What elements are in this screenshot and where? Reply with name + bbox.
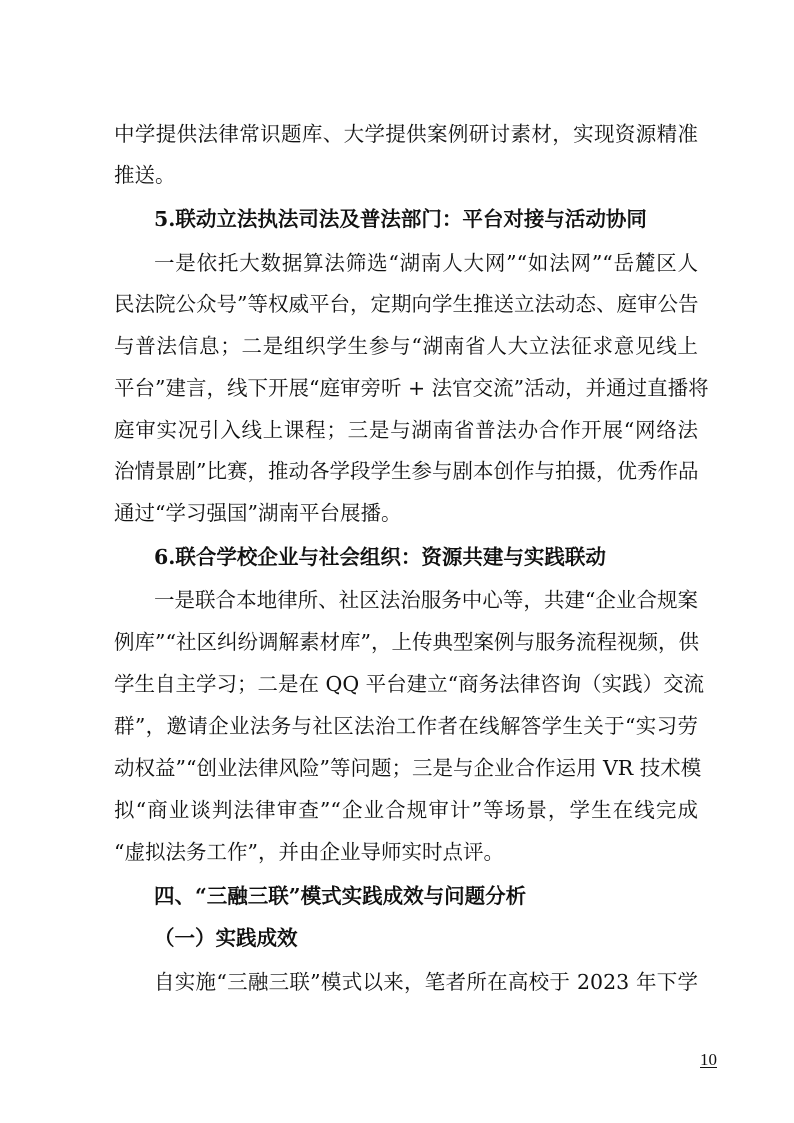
body-text-line: 中学提供法律常识题库、大学提供案例研讨素材，实现资源精准	[114, 122, 698, 146]
body-text-line: 学生自主学习；二是在 QQ 平台建立“商务法律咨询（实践）交流	[114, 672, 705, 696]
body-text-line: “虚拟法务工作”，并由企业导师实时点评。	[114, 840, 504, 864]
body-text-line: 例库”“社区纠纷调解素材库”，上传典型案例与服务流程视频，供	[114, 630, 699, 654]
page-number: 10	[700, 1050, 717, 1069]
body-text-line: 群”，邀请企业法务与社区法治工作者在线解答学生关于“实习劳	[114, 714, 698, 738]
body-text-line: 通过“学习强国”湖南平台展播。	[114, 501, 402, 525]
body-text-line: 一是依托大数据算法筛选“湖南人大网”“如法网”“岳麓区人	[154, 251, 698, 275]
body-text-line: 与普法信息；二是组织学生参与“湖南省人大立法征求意见线上	[114, 334, 698, 358]
body-text-line: 拟“商业谈判法律审查”“企业合规审计”等场景，学生在线完成	[114, 798, 698, 822]
body-text-line: 平台”建言，线下开展“庭审旁听 + 法官交流”活动，并通过直播将	[114, 376, 709, 400]
body-text-line: 一是联合本地律所、社区法治服务中心等，共建“企业合规案	[154, 588, 698, 612]
section-heading: 6.联合学校企业与社会组织：资源共建与实践联动	[154, 545, 606, 569]
body-text-line: 自实施“三融三联”模式以来，笔者所在高校于 2023 年下学	[154, 970, 698, 994]
body-text-line: 动权益”“创业法律风险”等问题；三是与企业合作运用 VR 技术模	[114, 756, 702, 780]
body-text-line: 治情景剧”比赛，推动各学段学生参与剧本创作与拍摄，优秀作品	[114, 459, 699, 483]
section-heading: 5.联动立法执法司法及普法部门：平台对接与活动协同	[154, 207, 647, 231]
chapter-heading: 四、“三融三联”模式实践成效与问题分析	[154, 884, 527, 908]
body-text-line: 庭审实况引入线上课程；三是与湖南省普法办合作开展“网络法	[114, 418, 698, 442]
body-text-line: 推送。	[114, 163, 176, 187]
subsection-heading: （一）实践成效	[154, 926, 298, 950]
body-text-line: 民法院公众号”等权威平台，定期向学生推送立法动态、庭审公告	[114, 292, 699, 316]
